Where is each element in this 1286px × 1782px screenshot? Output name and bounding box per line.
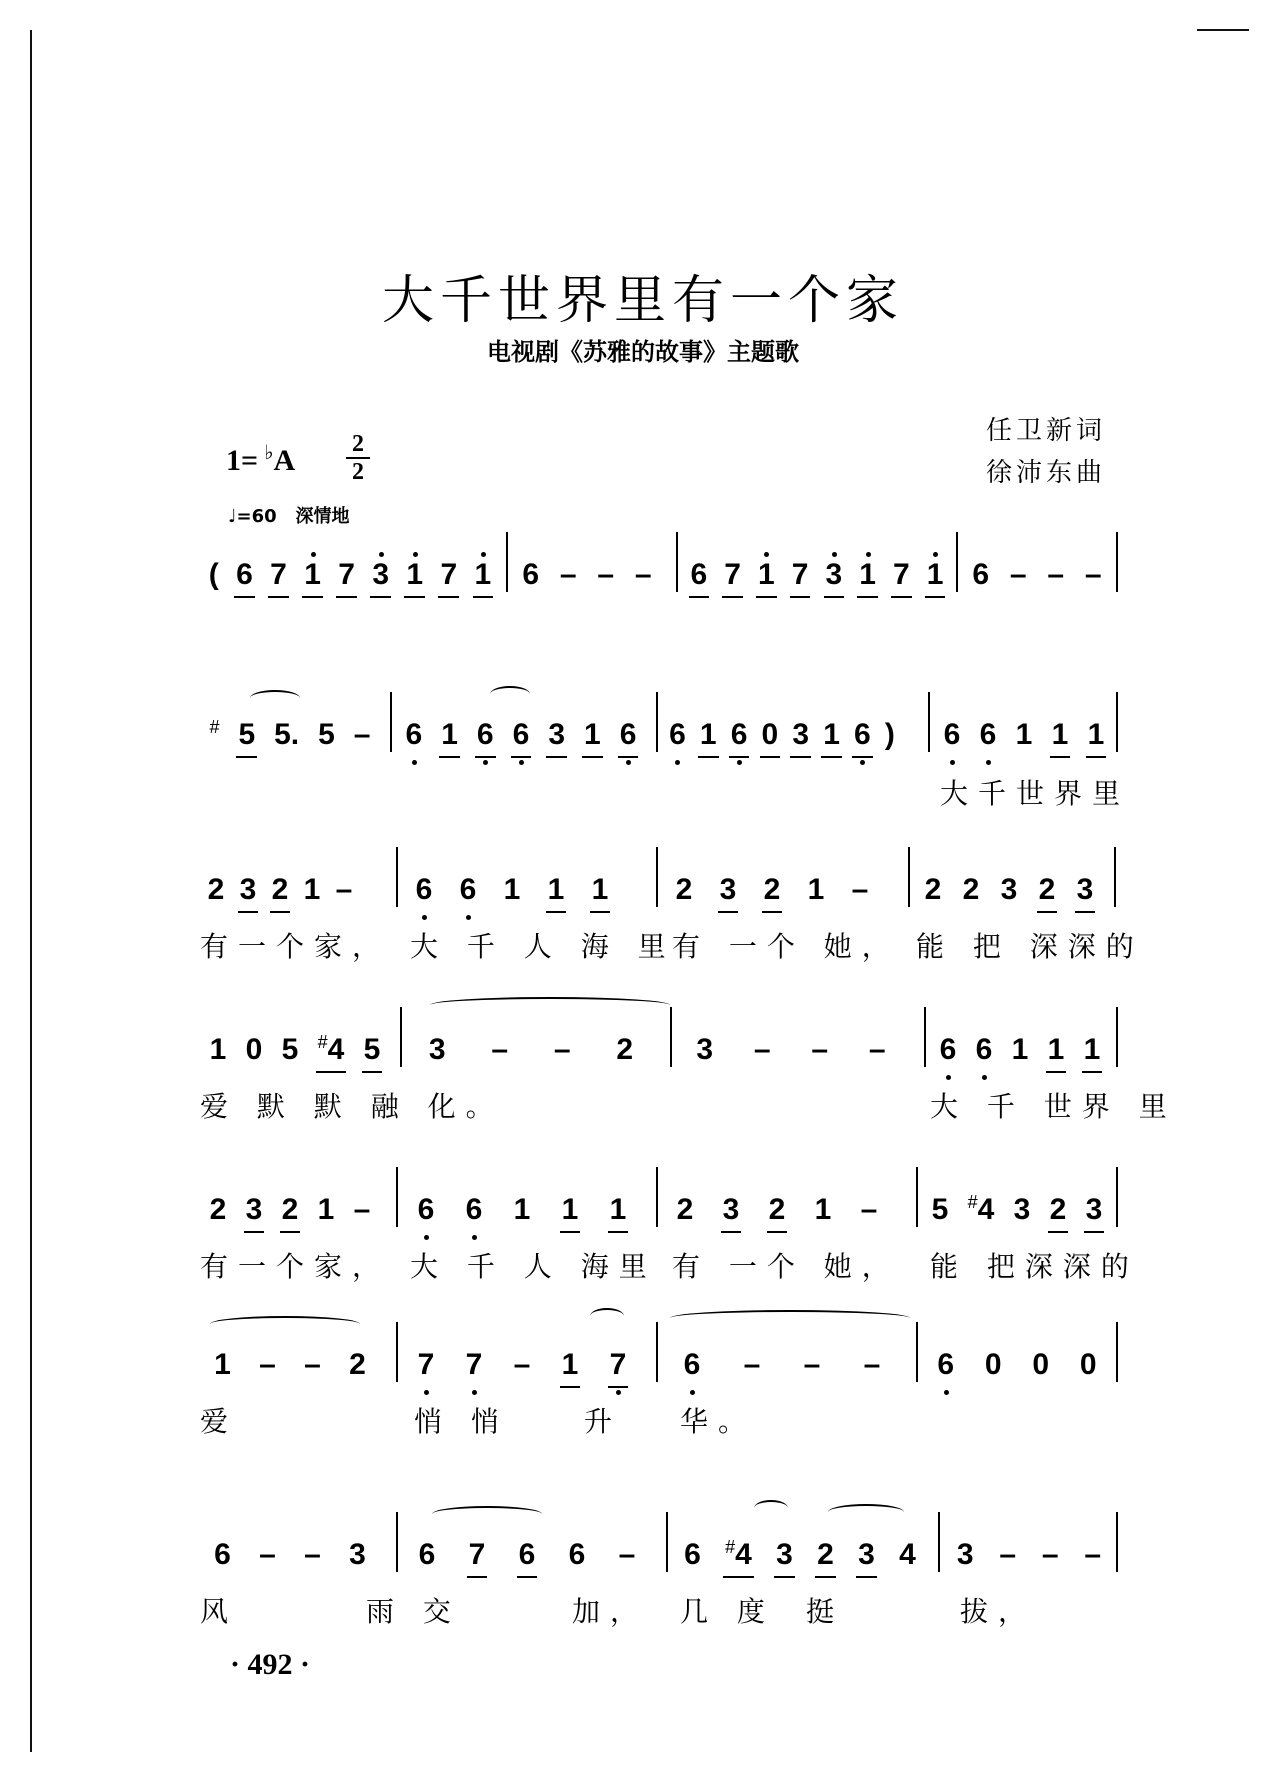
measure: 3 – – 2	[428, 1033, 634, 1066]
time-signature: 2 2	[346, 432, 370, 484]
staff-row-7	[200, 1520, 1120, 1580]
measure: 1 – – 2	[214, 1348, 366, 1381]
measure: 6 6 1 1 1	[943, 718, 1105, 751]
measure: 6 – – 3	[214, 1538, 366, 1571]
staff-row-2	[200, 700, 1120, 760]
measure: 2 3 2 1 –	[207, 873, 353, 906]
quarter-note-icon: ♩	[228, 506, 237, 527]
song-title: 大千世界里有一个家	[381, 271, 904, 331]
song-subtitle: 电视剧《苏雅的故事》主题歌	[487, 338, 799, 366]
page-corner-mark	[1197, 29, 1249, 31]
page-number: · 492 ·	[230, 1648, 311, 1681]
measure: 2 2 3 2 3	[924, 873, 1094, 906]
staff-row-5	[200, 1175, 1120, 1235]
staff-row-6	[200, 1330, 1120, 1390]
staff-row-4	[200, 1015, 1120, 1075]
tempo-marking: ♩=60 深情地	[228, 506, 350, 527]
measure: 6 6 1 1 1	[939, 1033, 1101, 1066]
measure: 6 7 1 7 3 1 7 1	[690, 558, 944, 591]
measure: 6 1 6 0 3 1 6 )	[669, 718, 895, 751]
measure: 5 #4 3 2 3	[931, 1192, 1103, 1226]
measure: 6 6 1 1 1	[417, 1193, 627, 1226]
staff-row-3	[200, 855, 1120, 915]
measure: 6 – – –	[972, 558, 1102, 591]
measure: 6 1 6 6 3 1 6	[405, 718, 637, 751]
measure: 6 6 1 1 1	[415, 873, 609, 906]
measure: 6 #4 3 2 3 4	[684, 1537, 916, 1571]
measure: 3 – – –	[696, 1033, 886, 1066]
lyricist-credit: 任卫新词	[986, 416, 1107, 446]
key-signature: 1= ♭A	[226, 442, 296, 477]
measure: 2 3 2 1 –	[675, 873, 869, 906]
measure: 2 3 2 1 –	[209, 1193, 371, 1226]
measure: 7 7 – 1 7	[417, 1348, 627, 1381]
staff-row-1	[200, 540, 1120, 600]
flat-icon: ♭	[264, 442, 274, 464]
measure: 6 7 6 6 –	[418, 1538, 636, 1571]
measure: # 5 5. 5 –	[209, 717, 371, 751]
measure: 6 – – –	[522, 558, 652, 591]
measure: 1 0 5 #4 5	[209, 1032, 381, 1066]
measure: 6 0 0 0	[937, 1348, 1097, 1381]
measure: ( 6 7 1 7 3 1 7 1	[208, 558, 492, 591]
measure: 2 3 2 1 –	[676, 1193, 878, 1226]
measure: 6 – – –	[683, 1348, 881, 1381]
measure: 3 – – –	[956, 1538, 1102, 1571]
composer-credit: 徐沛东曲	[986, 458, 1107, 488]
